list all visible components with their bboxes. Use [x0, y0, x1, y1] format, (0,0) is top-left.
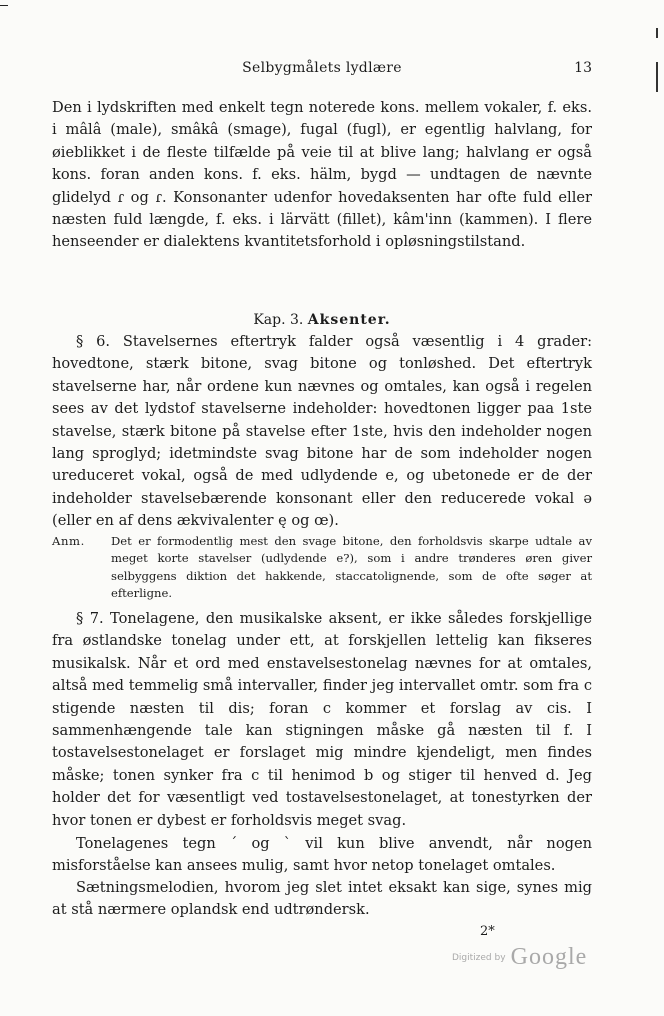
- footnote-remark: [52, 533, 592, 603]
- paragraph-section-7: § 7. Tonelagene, den musikalske aksent, er ikke således forskjellige fra østlandske tonelag under ett, at forskjellen lettelig kan fikseres musikalsk. Når et ord med enstavelsestonelag nævnes for at omtales, altså med temmelig små intervaller, finder jeg intervallet omtr. som fra c stigende næsten til dis; foran c kommer et forslag av cis. I sammenhængende tale kan stigningen måske gå næsten til f. I tostavelsestonelaget er forslaget mig mindre kjendeligt, men findes måske; tonen synker fra c til henimod b og stiger til henved d. Jeg holder det for væsentligt ved tostavelsestonelaget, at tonestyrken der hvor tonen er dybest er forholdsvis meget svag.: [52, 610, 592, 829]
- scan-edge-mark: [0, 5, 8, 6]
- scan-edge-mark: [656, 62, 658, 92]
- paragraph-sentence-melody: Sætningsmelodien, hvorom jeg slet intet eksakt kan sige, synes mig at stå nærmere oplandsk end udtrøndersk.: [52, 879, 592, 919]
- google-logo: Google: [510, 944, 588, 970]
- chapter-number: Kap. 3.: [253, 312, 304, 328]
- page-number: 13: [574, 60, 592, 76]
- chapter-title: Aksenter.: [307, 312, 391, 328]
- paragraph-section-6: § 6. Stavelsernes eftertryk falder også væsentlig i 4 grader: hovedtone, stærk bitone, svag bitone og tonløshed. Det eftertryk stavelserne har, når ordene kun nævnes og omtales, kan også i regelen sees av det lydstof stavelserne indeholder: hovedtonen ligger paa 1ste stavelse, stærk bitone på stavelse efter 1ste, hvis den indeholder nogen lang sproglyd; idetmindste svag bitone har de som indeholder nogen ureduceret vokal, også de med udlydende e, og ubetonede er de der indeholder stavelsebærende konsonant eller den reducerede vokal ə (eller en af dens ækvivalenter ę og œ).: [52, 333, 592, 530]
- paragraph-quantity: Den i lydskriften med enkelt tegn noterede kons. mellem vokaler, f. eks. i mâlâ (male), smâkâ (smage), fugal (fugl), er egentlig halvlang, for øieblikket i de fleste tilfælde på veie til at blive lang; halvlang er også kons. foran anden kons. f. eks. hälm, bygd — undtagen de nævnte glidelyd ɾ og ɾ. Konsonanter udenfor hovedaksenten har ofte fuld eller næsten fuld længde, f. eks. i lärvätt (fillet), kâm'inn (kammen). I flere henseender er dialektens kvantitetsforhold i opløsningstilstand.: [52, 99, 592, 251]
- note-label: Anm.: [52, 534, 85, 548]
- section-heading: [52, 312, 592, 328]
- watermark-digitized-text: Digitized by: [452, 953, 506, 963]
- digitization-watermark: [452, 944, 587, 971]
- signature-mark: 2*: [480, 924, 495, 939]
- scan-edge-mark: [656, 28, 658, 38]
- paragraph-tone-marks: Tonelagenes tegn ´ og ` vil kun blive anvendt, når nogen misforståelse kan ansees mulig, samt hvor netop tonelaget omtales.: [52, 835, 592, 875]
- note-text: Det er formodentlig mest den svage bitone, den forholdsvis skarpe udtale av meget korte stavelser (udlydende e?), som i andre trønderes øren giver selbyggens diktion det hakkende, staccatolignende, som de ofte søger at efterligne.: [111, 534, 592, 601]
- running-title: Selbygmålets lydlære: [242, 60, 402, 76]
- page-header: [52, 60, 592, 80]
